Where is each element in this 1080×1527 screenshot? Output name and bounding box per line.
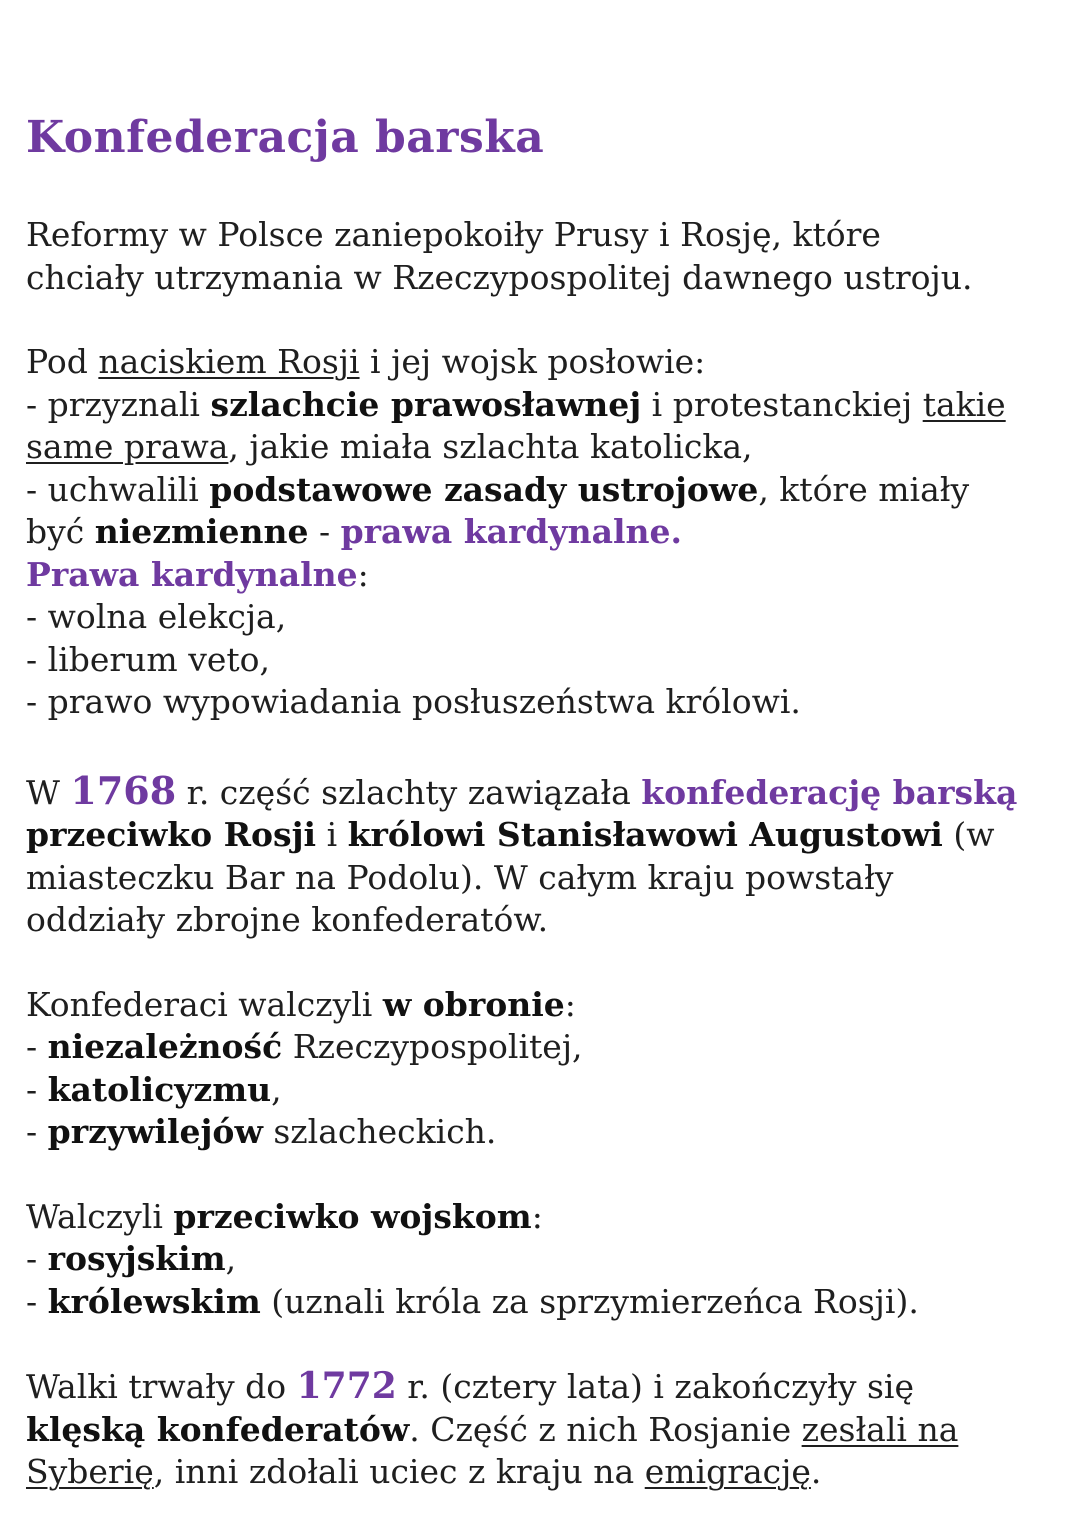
- text-line: przeciwko Rosji i królowi Stanisławowi Augustowi (w: [26, 815, 995, 854]
- paragraph-intro: [26, 214, 1066, 299]
- bold-text: niezmienne: [94, 512, 309, 551]
- bold-text: królewskim: [47, 1281, 261, 1321]
- highlight-text: Prawa kardynalne: [26, 554, 358, 594]
- year-highlight: 1772: [296, 1365, 397, 1407]
- list-item: - rosyjskim,: [26, 1239, 237, 1278]
- list-item: - uchwalili podstawowe zasady ustrojowe, które miały: [26, 469, 970, 509]
- bold-text: katolicyzmu: [47, 1069, 272, 1109]
- list-item: - wolna elekcja,: [26, 597, 287, 636]
- bold-text: w obronie: [382, 984, 565, 1024]
- text-line: być niezmienne - prawa kardynalne.: [26, 512, 682, 551]
- highlight-text: prawa kardynalne.: [340, 512, 682, 551]
- text-line: W 1768 r. część szlachty zawiązała konfederację barską: [26, 767, 1018, 813]
- list-item: - królewskim (uznali króla za sprzymierzeńca Rosji).: [26, 1281, 919, 1321]
- text-line: Pod naciskiem Rosji i jej wojsk posłowie:: [26, 342, 706, 381]
- bold-text: szlachcie prawosławnej: [210, 384, 642, 424]
- underlined-text: zesłali na: [801, 1409, 959, 1449]
- underlined-text: Syberię: [26, 1452, 154, 1491]
- underlined-text: takie: [922, 384, 1006, 424]
- bold-text: przeciwko wojskom: [173, 1196, 532, 1236]
- list-item: - niezależność Rzeczypospolitej,: [26, 1027, 583, 1066]
- text-line: klęską konfederatów. Część z nich Rosjanie zesłali na: [26, 1409, 959, 1449]
- list-item: - przyznali szlachcie prawosławnej i protestanckiej takie: [26, 384, 1006, 424]
- list-item: - liberum veto,: [26, 639, 271, 679]
- page-title: Konfederacja barska: [26, 112, 545, 163]
- document-page: [26, 108, 1066, 1494]
- text-line: Walki trwały do 1772 r. (cztery lata) i zakończyły się: [26, 1365, 914, 1407]
- text-line: Syberię, inni zdołali uciec z kraju na emigrację.: [26, 1452, 822, 1491]
- year-highlight: 1768: [70, 767, 177, 813]
- list-item: - katolicyzmu,: [26, 1069, 282, 1109]
- paragraph-pressure: [26, 341, 1066, 724]
- text-line: chciały utrzymania w Rzeczypospolitej dawnego ustroju.: [26, 257, 973, 297]
- bold-text: przeciwko Rosji: [26, 815, 317, 854]
- paragraph-defence: [26, 984, 1066, 1154]
- bold-text: królowi Stanisławowi Augustowi: [347, 815, 943, 854]
- underlined-text: same prawa: [26, 427, 229, 466]
- text-line: same prawa, jakie miała szlachta katolicka,: [26, 427, 753, 466]
- bold-text: rosyjskim: [47, 1239, 226, 1278]
- list-item: - prawo wypowiadania posłuszeństwa królowi.: [26, 682, 801, 721]
- paragraph-1768: [26, 767, 1066, 942]
- text-line: oddziały zbrojne konfederatów.: [26, 900, 549, 939]
- text-line: Konfederaci walczyli w obronie:: [26, 984, 576, 1024]
- subheading: Prawa kardynalne:: [26, 554, 369, 594]
- text-line: Walczyli przeciwko wojskom:: [26, 1196, 543, 1236]
- underlined-text: naciskiem Rosji: [98, 342, 360, 381]
- highlight-text: konfederację barską: [641, 772, 1018, 812]
- bold-text: klęską konfederatów: [26, 1409, 410, 1449]
- text-line: Reformy w Polsce zaniepokoiły Prusy i Rosję, które: [26, 215, 881, 254]
- bold-text: przywilejów: [47, 1112, 263, 1151]
- paragraph-1772: [26, 1365, 1066, 1494]
- bold-text: podstawowe zasady ustrojowe: [209, 469, 759, 509]
- list-item: - przywilejów szlacheckich.: [26, 1112, 497, 1151]
- text-line: miasteczku Bar na Podolu). W całym kraju powstały: [26, 857, 894, 897]
- bold-text: niezależność: [47, 1027, 283, 1066]
- paragraph-opponents: [26, 1196, 1066, 1324]
- underlined-text: emigrację: [644, 1452, 811, 1491]
